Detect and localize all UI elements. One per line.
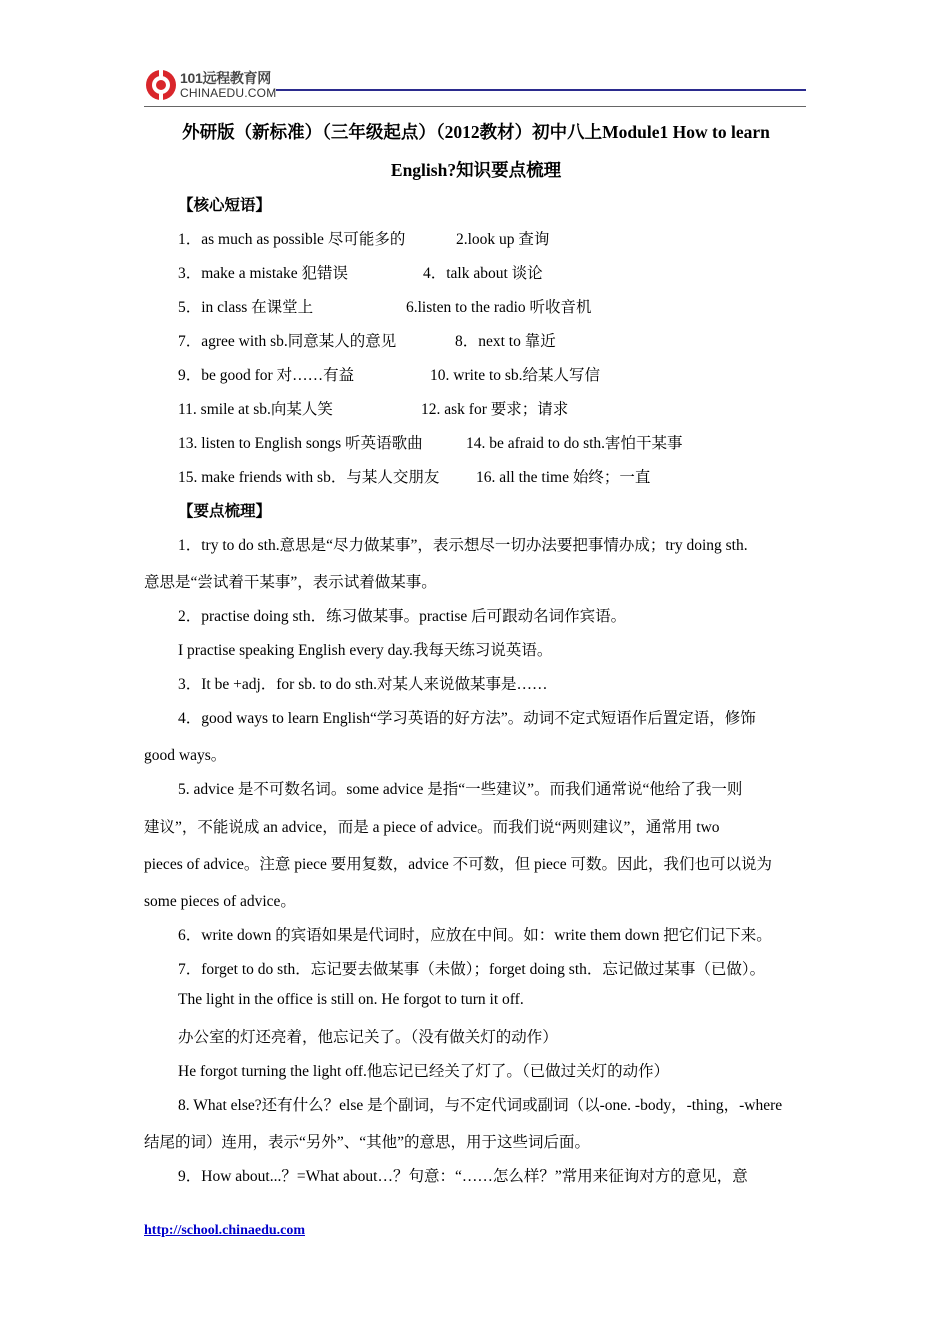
paragraph-line: 5. advice 是不可数名词。some advice 是指“一些建议”。而我们通常说“他给了我一则	[178, 781, 743, 798]
paragraph-line: 9．How about...？=What about…？句意：“……怎么样？”常用来征询对方的意见，意	[178, 1168, 748, 1185]
phrase-item: 16. all the time 始终；一直	[476, 469, 651, 486]
phrase-item: 14. be afraid to do sth.害怕干某事	[466, 435, 683, 452]
logo-subtext: CHINAEDU.COM	[180, 86, 277, 100]
header-rule	[276, 89, 806, 91]
phrase-item: 4．talk about 谈论	[423, 265, 543, 282]
phrase-item: 6.listen to the radio 听收音机	[406, 299, 592, 316]
logo-text: 101远程教育网	[180, 70, 271, 86]
phrase-item: 8．next to 靠近	[455, 333, 556, 350]
footer-link[interactable]: http://school.chinaedu.com	[144, 1223, 306, 1238]
phrase-item: 11. smile at sb.向某人笑	[178, 401, 333, 418]
phrase-item: 7．agree with sb.同意某人的意见	[178, 333, 397, 350]
section-heading-keypoints: 【要点梳理】	[178, 503, 272, 520]
phrase-item: 1．as much as possible 尽可能多的	[178, 231, 406, 248]
section-heading-phrases: 【核心短语】	[178, 197, 272, 214]
phrase-item: 15. make friends with sb．与某人交朋友	[178, 469, 440, 486]
paragraph-line: 建议”，不能说成 an advice，而是 a piece of advice。而我们说“两则建议”，通常用 two	[144, 819, 720, 836]
phrase-item: 3．make a mistake 犯错误	[178, 265, 349, 282]
phrase-item: 12. ask for 要求；请求	[421, 401, 569, 418]
phrase-item: 9．be good for 对……有益	[178, 367, 355, 384]
paragraph-line: 办公室的灯还亮着，他忘记关了。（没有做关灯的动作）	[178, 1029, 558, 1046]
paragraph-line: He forgot turning the light off.他忘记已经关了灯了。（已做过关灯的动作）	[178, 1063, 670, 1080]
paragraph-line: 1．try to do sth.意思是“尽力做某事”，表示想尽一切办法要把事情办成；try doing sth.	[178, 537, 748, 554]
paragraph-line: I practise speaking English every day.我每天练习说英语。	[178, 642, 553, 659]
logo-icon	[144, 68, 178, 102]
phrase-item: 13. listen to English songs 听英语歌曲	[178, 435, 423, 452]
paragraph-line: some pieces of advice。	[144, 893, 296, 910]
paragraph-line: 结尾的词）连用，表示“另外”、“其他”的意思，用于这些词后面。	[144, 1134, 591, 1151]
paragraph-line: pieces of advice。注意 piece 要用复数，advice 不可数，但 piece 可数。因此，我们也可以说为	[144, 856, 773, 873]
document-title-line2: English?知识要点梳理	[390, 160, 562, 180]
paragraph-line: good ways。	[144, 747, 227, 764]
paragraph-line: 2．practise doing sth．练习做某事。practise 后可跟动名词作宾语。	[178, 608, 627, 625]
header-divider	[144, 106, 806, 107]
paragraph-line: 7．forget to do sth．忘记要去做某事（未做）；forget doing sth．忘记做过某事（已做）。	[178, 961, 766, 978]
document-title-line1: 外研版（新标准）（三年级起点）（2012教材）初中八上Module1 How to learn	[182, 122, 770, 142]
paragraph-line: 3．It be +adj．for sb. to do sth.对某人来说做某事是……	[178, 676, 548, 693]
phrase-item: 5．in class 在课堂上	[178, 299, 314, 316]
paragraph-line: The light in the office is still on. He forgot to turn it off.	[178, 991, 524, 1008]
paragraph-line: 4．good ways to learn English“学习英语的好方法”。动词不定式短语作后置定语，修饰	[178, 710, 756, 727]
paragraph-line: 8. What else?还有什么？else 是个副词，与不定代词或副词（以-one. -body，-thing，-where	[178, 1097, 783, 1114]
phrase-item: 10. write to sb.给某人写信	[430, 367, 601, 384]
phrase-item: 2.look up 查询	[456, 231, 550, 248]
paragraph-line: 6．write down 的宾语如果是代词时，应放在中间。如：write them down 把它们记下来。	[178, 927, 772, 944]
page-header	[144, 66, 808, 108]
paragraph-line: 意思是“尝试着干某事”，表示试着做某事。	[144, 574, 437, 591]
